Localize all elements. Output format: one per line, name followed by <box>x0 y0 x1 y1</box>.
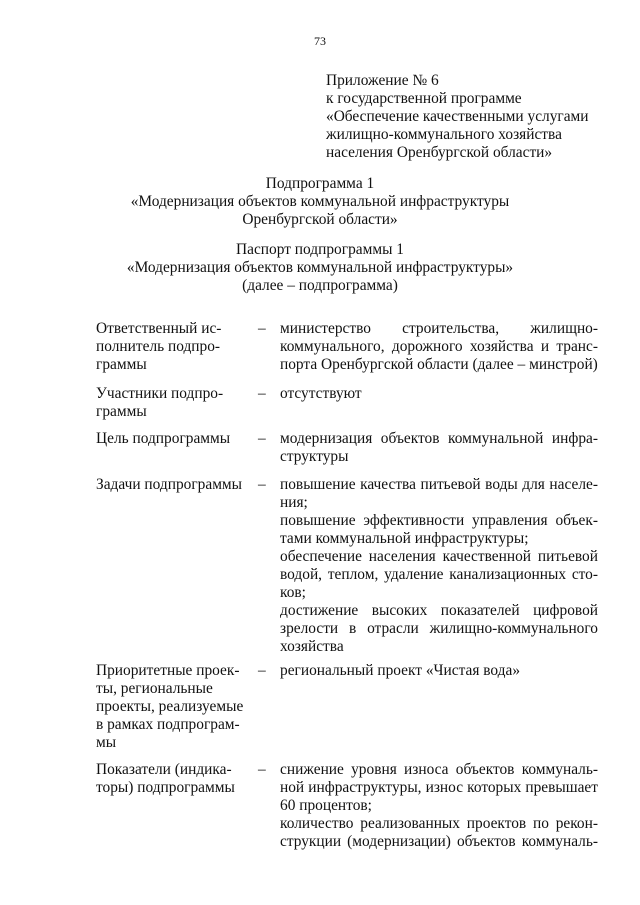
appendix-line: жилищно-коммунального хозяйства <box>326 126 562 143</box>
row-value-line: обеспечение населения качественной питьевой <box>280 548 598 565</box>
appendix-line: «Обеспечение качественными услугами <box>326 108 589 125</box>
passport-title <box>60 241 580 295</box>
row-value <box>280 476 598 656</box>
row-label-line: мы <box>96 734 117 751</box>
row-value-line: струкции (модернизации) объектов коммуналь- <box>280 833 598 850</box>
subprogram-title <box>60 175 580 229</box>
row-value <box>280 662 598 680</box>
row-dash: – <box>258 761 266 778</box>
row-value-line: хозяйства <box>280 638 344 655</box>
row-value-line: ков; <box>280 584 306 601</box>
row-value-line: достижение высоких показателей цифровой <box>280 602 598 619</box>
row-value <box>280 320 598 374</box>
row-label-line: проекты, реализуемые <box>96 698 244 715</box>
row-label-line: Цель подпрограммы <box>96 430 231 447</box>
row-dash: – <box>258 476 266 493</box>
row-value-line: ния; <box>280 494 308 511</box>
row-label-line: Показатели (индика- <box>96 761 232 778</box>
row-label-line: Ответственный ис- <box>96 320 222 337</box>
row-value-line: тами коммунальной инфраструктуры; <box>280 530 529 547</box>
row-value <box>280 385 598 403</box>
row-value <box>280 430 598 466</box>
subprogram-title-line: Подпрограмма 1 <box>265 175 375 192</box>
row-value-line: водой, теплом, удаление канализационных сто- <box>280 566 598 583</box>
row-dash: – <box>258 385 266 402</box>
passport-title-line: «Модернизация объектов коммунальной инфраструктуры» <box>126 259 514 276</box>
row-label-line: Задачи подпрограммы <box>96 476 243 493</box>
row-label-line: граммы <box>96 356 147 373</box>
row-label-line: полнитель подпро- <box>96 338 221 355</box>
row-value-line: структуры <box>280 448 349 465</box>
row-label-line: Приоритетные проек- <box>96 662 240 679</box>
row-label-line: в рамках подпрограм- <box>96 716 240 733</box>
page-number: 73 <box>314 34 326 48</box>
row-label-line: ты, региональные <box>96 680 213 697</box>
row-value-line: коммунального, дорожного хозяйства и транс- <box>280 338 598 355</box>
row-value-line: модернизация объектов коммунальной инфра- <box>280 430 598 447</box>
row-label-line: Участники подпро- <box>96 385 224 402</box>
row-label <box>96 430 246 448</box>
passport-title-line: (далее – подпрограмма) <box>242 277 398 294</box>
row-value <box>280 761 598 851</box>
row-dash: – <box>258 320 266 337</box>
row-value-line: порта Оренбургской области (далее – минстрой) <box>280 356 598 373</box>
appendix-line: населения Оренбургской области» <box>326 144 553 161</box>
appendix-line: Приложение № 6 <box>326 72 439 89</box>
row-dash: – <box>258 430 266 447</box>
row-label <box>96 385 246 421</box>
row-label <box>96 761 246 797</box>
row-value-line: зрелости в отрасли жилищно-коммунального <box>280 620 598 637</box>
row-value-line: количество реализованных проектов по рекон- <box>280 815 598 832</box>
row-value-line: повышение эффективности управления объек- <box>280 512 598 529</box>
row-value-line: снижение уровня износа объектов коммуналь- <box>280 761 598 778</box>
subprogram-title-line: Оренбургской области» <box>242 211 398 228</box>
row-dash: – <box>258 662 266 679</box>
row-label-line: торы) подпрограммы <box>96 779 235 796</box>
row-value-line: 60 процентов; <box>280 797 372 814</box>
subprogram-title-line: «Модернизация объектов коммунальной инфраструктуры <box>130 193 510 210</box>
row-value-line: повышение качества питьевой воды для населе- <box>280 476 598 493</box>
row-value-line: региональный проект «Чистая вода» <box>280 662 521 679</box>
row-label <box>96 320 246 374</box>
appendix-header <box>326 72 626 162</box>
row-label <box>96 662 246 752</box>
row-value-line: ной инфраструктуры, износ которых превышает <box>280 779 598 796</box>
row-value-line: отсутствуют <box>280 385 362 402</box>
row-value-line: министерство строительства, жилищно- <box>280 320 598 337</box>
row-label-line: граммы <box>96 403 147 420</box>
appendix-line: к государственной программе <box>326 90 522 107</box>
row-label <box>96 476 246 494</box>
passport-title-line: Паспорт подпрограммы 1 <box>236 241 404 258</box>
